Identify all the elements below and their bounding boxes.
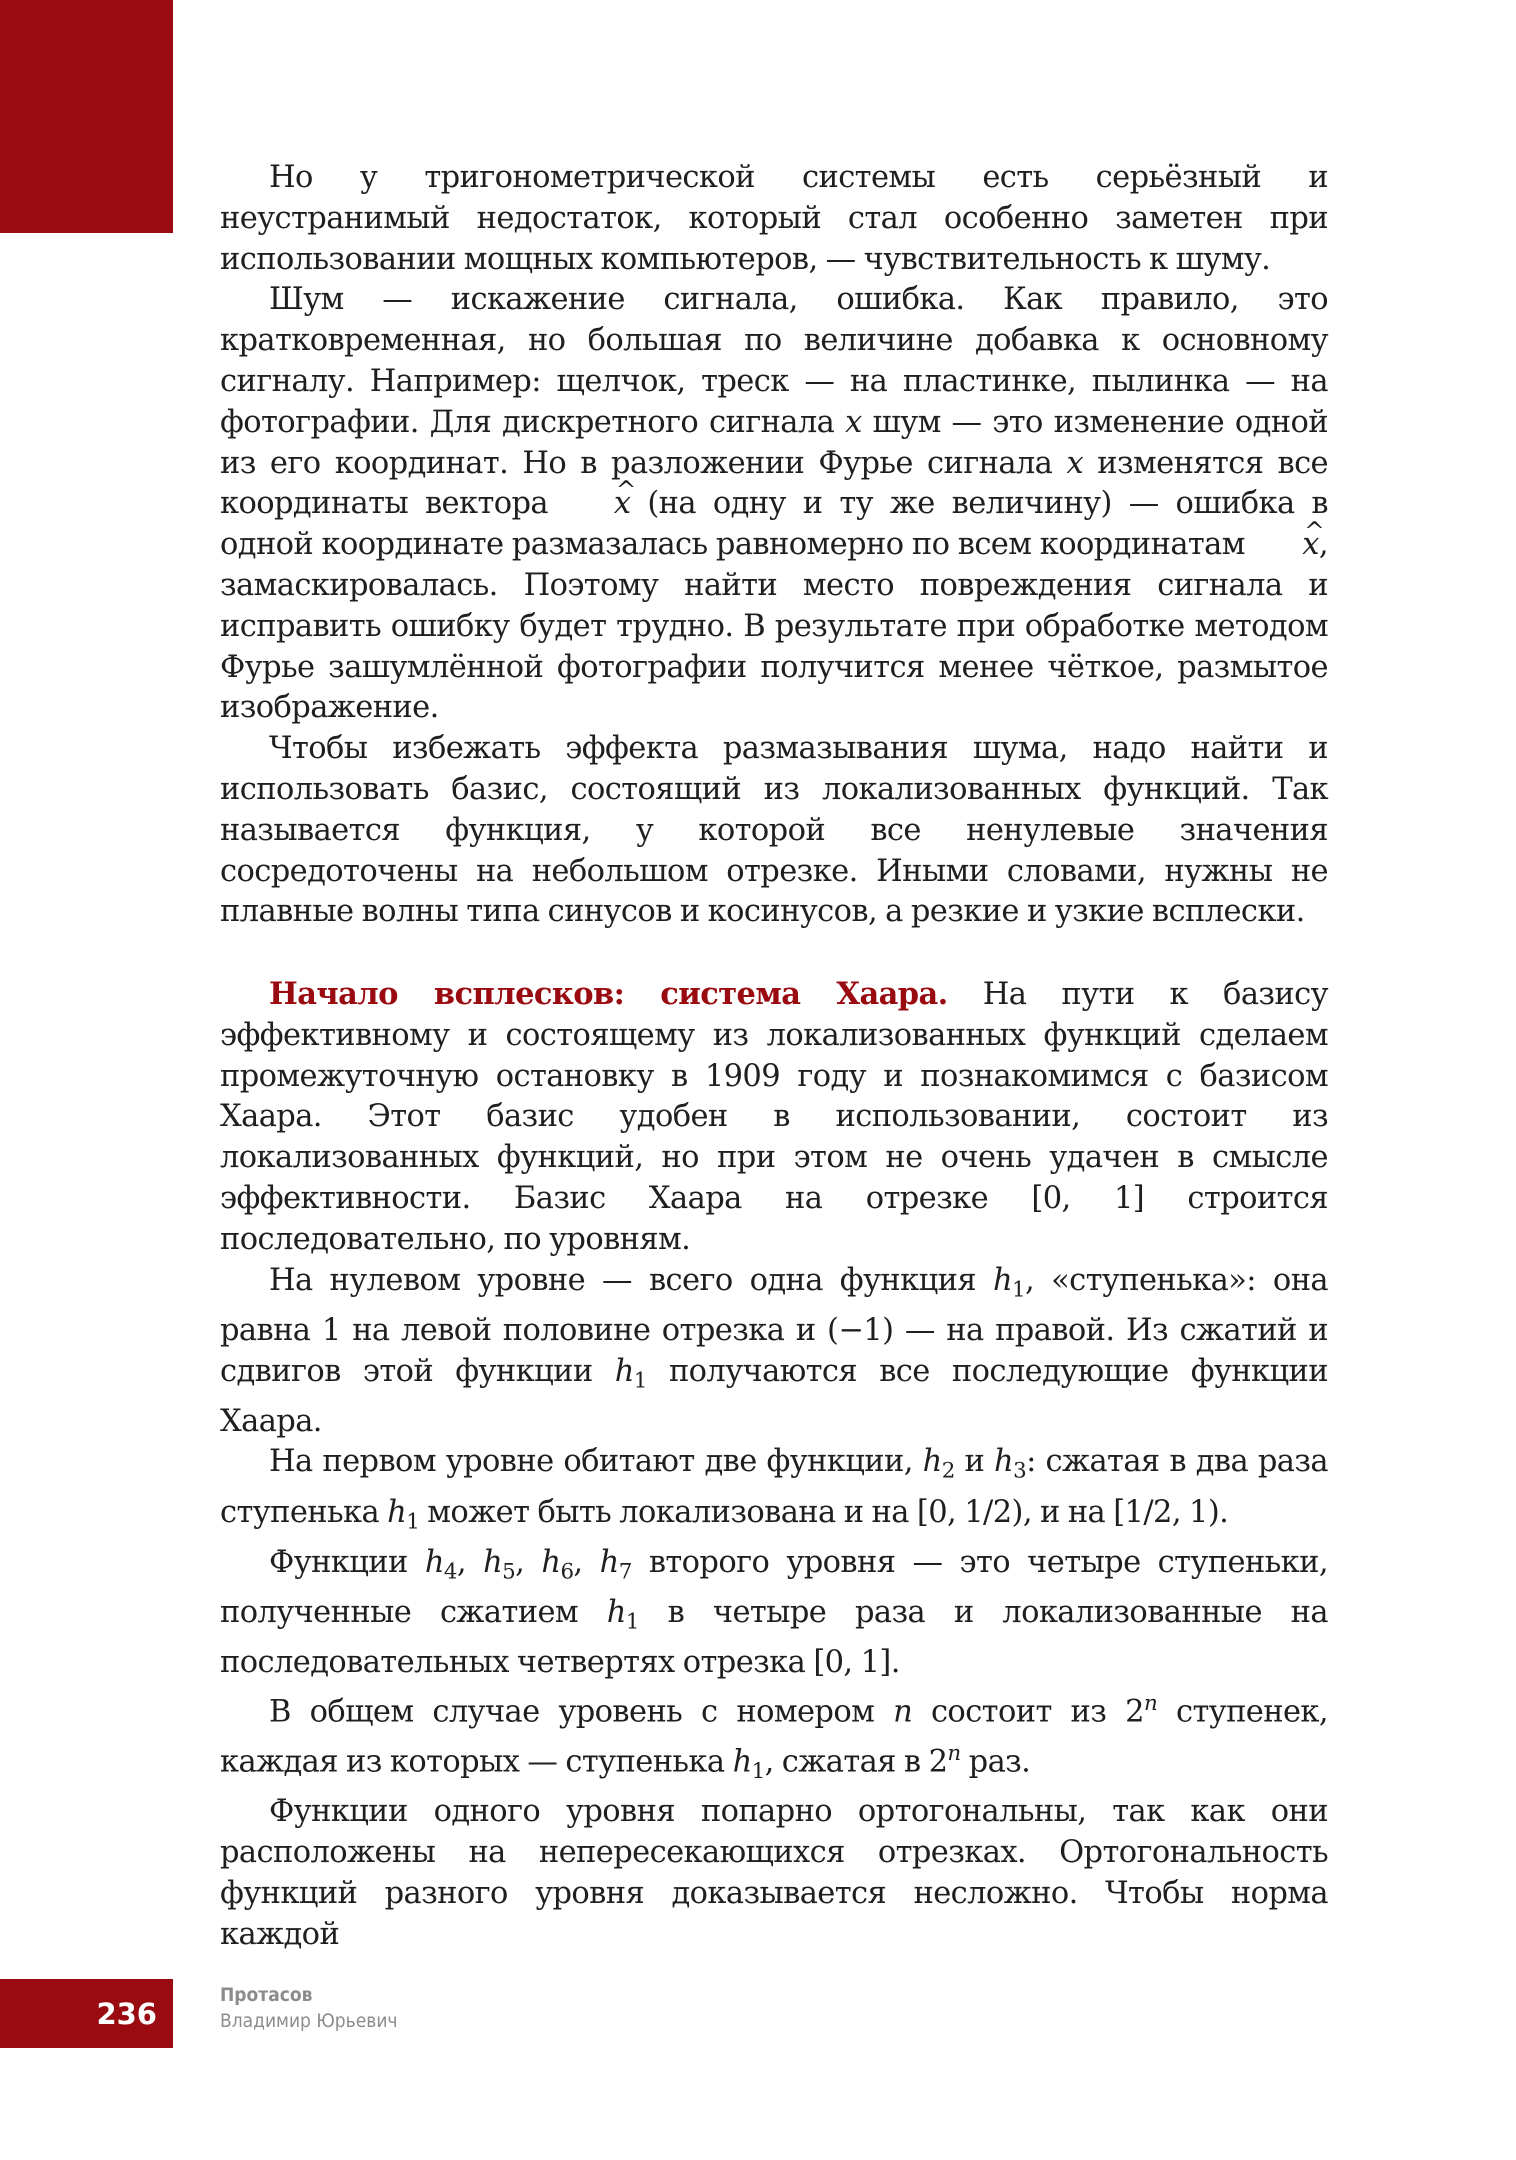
- math-var-x-hat: ^ x: [1253, 525, 1319, 566]
- paragraph-text: ступенек, каждая из которых — ступенька: [220, 1694, 1328, 1780]
- footer-author: [220, 1983, 398, 2034]
- paragraph-3: [220, 729, 1328, 933]
- paragraph-text: ,: [515, 1544, 542, 1580]
- math-subscript: 1: [1012, 1276, 1026, 1302]
- paragraph-text: Функции: [269, 1544, 425, 1580]
- paragraph-text: (на одну и ту же величину) — ошибка в одной координате размазалась равномерно по всем координатам: [220, 486, 1328, 563]
- math-var-h: h: [922, 1444, 942, 1480]
- math-var-h: h: [614, 1353, 634, 1389]
- math-subscript: 2: [941, 1458, 955, 1484]
- math-var-x: x: [845, 404, 862, 440]
- paragraph-text: Но у тригонометрической системы есть серьёзный и неустранимый недостаток, который стал особенно заметен при использовании мощных компьютеров, — чувствительность к шуму.: [220, 160, 1328, 277]
- paragraph-level-n: [220, 1684, 1328, 1792]
- paragraph-text: изменятся все координаты вектора: [220, 445, 1329, 522]
- paragraph-text: ,: [456, 1544, 484, 1580]
- paragraph-2: [220, 280, 1328, 729]
- corner-accent-tab: [0, 0, 173, 233]
- math-subscript: 1: [406, 1509, 420, 1535]
- paragraph-text: Шум — искажение сигнала, ошибка. Как правило, это кратковременная, но большая по величине добавка к основному сигналу. Например: щелчок, треск — на пластинке, пылинка — на фотографии. Для дискретного сигнала: [220, 282, 1328, 440]
- author-first-names: Владимир Юрьевич: [220, 2010, 398, 2032]
- paragraph-text: может быть локализована и на [0, 1/2), и на [1/2, 1).: [419, 1494, 1229, 1530]
- paragraph-text: , сжатая в 2: [764, 1744, 948, 1780]
- math-subscript: 1: [751, 1758, 765, 1784]
- paragraph-level-2: [220, 1543, 1328, 1684]
- math-subscript: 4: [443, 1559, 457, 1585]
- paragraph-text: В общем случае уровень с номером: [269, 1694, 894, 1730]
- math-var-x-hat: ^ x: [565, 484, 631, 525]
- math-var-n: n: [893, 1694, 913, 1730]
- math-var-h: h: [599, 1544, 619, 1580]
- paragraph-text: Функции одного уровня попарно ортогональны, так как они расположены на непересекающихся отрезках. Ортогональность функций разного уровня доказывается несложно. Чтобы норма каждой: [220, 1794, 1328, 1952]
- page-body: [220, 158, 1328, 1956]
- paragraph-text: второго уровня — это четыре ступеньки, полученные сжатием: [220, 1544, 1328, 1631]
- paragraph-text: , замаскировалась. Поэтому найти место повреждения сигнала и исправить ошибку будет трудно. В результате при обработке методом Фурье зашумлённой фотографии получится менее чёткое, размытое изображение.: [220, 527, 1328, 726]
- math-subscript: 6: [560, 1559, 574, 1585]
- math-var-h: h: [994, 1444, 1014, 1480]
- paragraph-text: , «ступенька»: она равна 1 на левой половине отрезка и (−1) — на правой. Из сжатий и сдвигов этой функции: [220, 1262, 1329, 1389]
- math-var-x: x: [1066, 445, 1084, 481]
- math-subscript: 5: [502, 1559, 516, 1585]
- math-subscript: 1: [633, 1367, 647, 1393]
- paragraph-haar-intro: [220, 974, 1328, 1261]
- paragraph-orthogonality: [220, 1792, 1328, 1955]
- paragraph-text: раз.: [960, 1744, 1031, 1780]
- paragraph-level-1: [220, 1442, 1328, 1542]
- math-var-h: h: [732, 1744, 752, 1780]
- math-var-h: h: [483, 1544, 503, 1580]
- paragraph-text: и: [954, 1444, 995, 1480]
- math-subscript: 3: [1013, 1458, 1027, 1484]
- paragraph-text: На пути к базису эффективному и состоящему из локализованных функций сделаем промежуточную остановку в 1909 году и познакомимся с базисом Хаара. Этот базис удобен в использовании, состоит из локализованных функций, но при этом не очень удачен в смысле эффективности. Базис Хаара на отрезке [0, 1] строится последовательно, по уровням.: [220, 976, 1328, 1257]
- math-var-h: h: [992, 1262, 1013, 1298]
- page-number-box: [0, 1979, 173, 2048]
- paragraph-text: На первом уровне обитают две функции,: [269, 1444, 923, 1480]
- math-var-h: h: [387, 1494, 407, 1530]
- math-subscript: 1: [625, 1609, 639, 1635]
- paragraph-text: получаются все последующие функции Хаара.: [220, 1353, 1328, 1439]
- section-heading: Начало всплесков: система Хаара.: [269, 975, 948, 1012]
- paragraph-text: На нулевом уровне — всего одна функция: [269, 1262, 993, 1298]
- paragraph-text: в четыре раза и локализованные на последовательных четвертях отрезка [0, 1].: [220, 1595, 1328, 1681]
- author-last-name: Протасов: [220, 1984, 313, 2006]
- paragraph-1: [220, 158, 1328, 280]
- paragraph-text: Чтобы избежать эффекта размазывания шума, надо найти и использовать базис, состоящий из локализованных функций. Так называется функция, у которой все ненулевые значения сосредоточены на небольшом отрезке. Иными словами, нужны не плавные волны типа синусов и косинусов, а резкие и узкие всплески.: [220, 731, 1328, 930]
- paragraph-text: ,: [573, 1544, 600, 1580]
- math-superscript: n: [947, 1740, 961, 1766]
- math-var-h: h: [606, 1595, 626, 1631]
- paragraph-text: : сжатая в два раза ступенька: [220, 1444, 1328, 1530]
- math-var-h: h: [424, 1544, 444, 1580]
- page-number: 236: [96, 1996, 157, 2031]
- math-superscript: n: [1143, 1691, 1158, 1717]
- paragraph-level-0: [220, 1261, 1328, 1443]
- math-subscript: 7: [618, 1559, 632, 1585]
- paragraph-text: состоит из 2: [912, 1694, 1144, 1730]
- math-var-h: h: [541, 1544, 561, 1580]
- paragraph-text: шум — это изменение одной из его координат. Но в разложении Фурье сигнала: [220, 404, 1329, 481]
